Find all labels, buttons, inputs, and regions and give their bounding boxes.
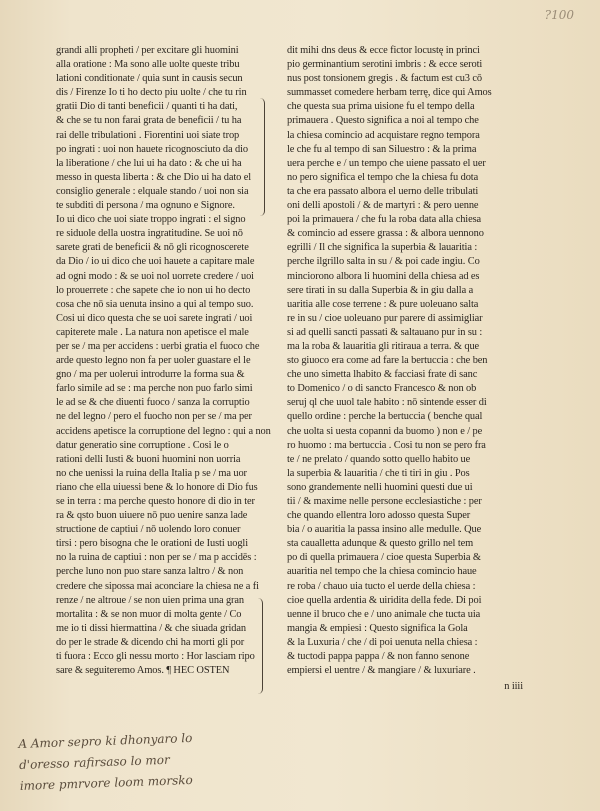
text-line: mortalita : & se non muor di molta gente / Co (56, 608, 242, 620)
text-line: grandi alli propheti / per excitare gli huomini (56, 45, 239, 56)
text-line: capiterete male . La natura non apetisce el male (56, 326, 249, 338)
text-line: sto giuoco era come ad fare la bertuccia : che ben (287, 355, 488, 367)
text-line: do per le strade & dicendo chi ha morti gli por (56, 636, 245, 648)
text-line: la chiesa comincio ad acquistare regno tempora (287, 129, 480, 141)
margin-bracket-lower (258, 598, 263, 694)
text-line: cioe quella ardentia & uiridita della fede. Di poi (287, 594, 482, 606)
text-line: dis / Firenze Io ti ho decto piu uolte / che tu rin (56, 87, 247, 99)
text-line: Io ui dico che uoi siate troppo ingrati : el signo (56, 214, 246, 226)
handwritten-marginal-note (18, 728, 194, 797)
text-line: lo prouerrete : che sapete che io non ui ho decto (56, 284, 251, 296)
text-line: empiersi el uentre / & mangiare / & luxuriare . (287, 665, 476, 677)
text-line: nus post tonsionem gregis . & factum est cu3 cō (287, 73, 483, 85)
handwritten-line: imore pmrvore loom morsko (19, 772, 193, 793)
text-line: te subditi di persona / ma ognuno e Signore. (56, 200, 235, 212)
text-line: ne del legno / pero el fuocho non per se / ma per (56, 411, 252, 423)
text-line: pio germinantium serotini imbris : & ecce seroti (287, 59, 483, 71)
text-line: primauera . Questo significa a noi al tempo che (287, 115, 479, 127)
text-line: perche ilgrillo salta in su / & poi cade ingiu. Co (287, 256, 480, 268)
text-line: che quando ellentra loro adosso questa Super (287, 510, 471, 522)
text-line: ta che era passato albora el uerno delle tribulati (287, 185, 479, 197)
text-line: to Domenico / o di sancto Francesco & non ob (287, 383, 477, 395)
text-line: re siduole della uostra ingratitudine. Se uoi nō (56, 228, 243, 240)
text-line: quello ordine : perche la bertuccia ( benche qual (287, 411, 483, 423)
text-line: re roba / chauo uia tucto el uerde della chiesa : (287, 580, 476, 592)
text-line: gno / ma per uolerui introdurre la forma sua & (56, 369, 245, 381)
text-line: ro huomo : ma bertuccia . Cosi tu non se pero fra (287, 439, 486, 451)
text-line: uenne il bruco che e / uno animale che tucta uia (287, 608, 481, 620)
text-line: che questa sua prima uisione fu el tempo della (287, 101, 475, 113)
text-line: perche luno non puo stare sanza laltro / & non (56, 566, 244, 578)
text-line: & comincio ad essere grassa : & albora uennono (287, 228, 484, 240)
margin-bracket-upper (260, 98, 265, 216)
text-line: & tuctodi pappa pappa / & non fanno senone (287, 651, 470, 663)
text-line: la superbia & lauaritia / che ti tiri in giu . Pos (287, 467, 470, 479)
text-line: sare & seguiteremo Amos. ¶ HEC OSTEN (56, 665, 230, 677)
text-line: po ingrati : uoi non hauete ricognosciuto da dio (56, 143, 249, 155)
text-line: le ad se & che diuenti fuoco / sanza la corruptio (56, 397, 250, 409)
text-line: egrilli / Il che significa la superbia & lauaritia : (287, 242, 478, 254)
text-line: poi la primauera / che fu la roba data alla chiesa (287, 214, 482, 226)
text-line: sono grandemente nelli huomini questi due ui (287, 481, 473, 493)
text-line: te / ne prelato / quando sotto quello habito ue (287, 453, 471, 465)
text-line: structione de captiui / nō uolendo loro conuer (56, 524, 241, 536)
text-line: seruj ql che uuol tale habito : nō sintende esser di (287, 397, 487, 409)
left-text-column (56, 44, 271, 678)
text-line: rationi delli Iusti & buoni huomini non uorria (56, 453, 241, 465)
text-line: se in terra : ma perche questo honore di dio in ter (56, 496, 255, 507)
text-line: lationi conditionate / quia sunt in causis secun (56, 73, 243, 85)
text-line: summasset comedere herbam terrę, dice qui Amos (287, 87, 492, 99)
text-line: uaritia alle cose terrene : & pure uoleuano salta (287, 298, 479, 310)
text-line: dit mihi dns deus & ecce fictor locustę in princi (287, 45, 480, 56)
text-line: minciorono albora li huomini della chiesa ad es (287, 270, 480, 282)
text-line: consiglio generale : elquale stando / uoi non sia (56, 185, 249, 197)
text-line: sta caualletta adunque & questo grillo nel tem (287, 538, 474, 550)
right-text-column (287, 44, 537, 694)
text-line: rai delle tribulationi . Fiorentini uoi siate trop (56, 129, 240, 141)
text-line: Cosi ui dico questa che se uoi sarete ingrati / uoi (56, 312, 253, 324)
text-line: ra & qsto buon uiuere nō puo uenire sanza lade (56, 510, 248, 522)
text-line: che uolta si uesta copanni da buomo ) non e / pe (287, 425, 483, 437)
text-line: credere che sipossa mai aconciare la chiesa ne a fi (56, 580, 259, 592)
text-line: & la Luxuria / che / di poi uenuta nella chiesa : (287, 636, 478, 648)
text-line: per se / ma per accidens : uerbi gratia el fuoco che (56, 340, 260, 352)
text-line: ti fuora : Ecco gli nessu morto : Hor lasciam ripo (56, 651, 255, 663)
text-line: datur generatio sine corruptione . Cosi le o (56, 439, 229, 451)
text-line: le che fu al tempo di san Siluestro : & la prima (287, 143, 477, 155)
signature-mark: n iiii (504, 681, 523, 693)
text-line: me io ti dissi hiermattina / & che siuada gridan (56, 622, 246, 634)
text-line: tirsi : pero bisogna che le orationi de Iusti uogli (56, 538, 248, 550)
text-line: ma la roba & lauaritia gli ritiraua a terra. & que (287, 340, 480, 352)
text-line: sarete grati de beneficii & nō gli ricognoscerete (56, 242, 249, 254)
text-line: la liberatione / che lui ui ha dato : & che ui ha (56, 157, 242, 169)
text-line: auaritia nel tempo che la chiesa comincio haue (287, 566, 477, 578)
text-line: no la ruina de captiui : non per se / ma p accidēs : (56, 552, 257, 564)
text-line: gratii Dio di tanti beneficii / quanti ti ha dati, (56, 101, 238, 113)
text-line: no pero significa el tempo che la chiesa fu dota (287, 171, 479, 183)
text-line: renze / ne altroue / se non uien prima una gran (56, 594, 245, 606)
handwritten-line: d'oresso rafirsaso lo mor (18, 752, 170, 772)
text-line: cosa che nō sia uenuta insino a qui al tempo suo. (56, 298, 254, 310)
text-line: & che se tu non farai grata de beneficii / tu ha (56, 115, 242, 127)
text-line: po di quella primauera / cioe questa Superbia & (287, 552, 481, 564)
folio-number: ?100 (544, 8, 574, 22)
text-line: si ad quelli sancti passati & saltauano pur in su : (287, 326, 483, 338)
text-line: sere tirati in su dalla Superbia & in giu dalla a (287, 284, 474, 296)
text-line: ad ogni modo : & se uoi nol uorrete credere / uoi (56, 270, 254, 282)
handwritten-line: A Amor sepro ki dhonyaro lo (18, 730, 193, 751)
text-line: messo in questa liberta : & che Dio ui ha dato el (56, 171, 252, 183)
text-line: riano che ella uiuessi bene & lo honore di Dio fus (56, 481, 258, 493)
text-line: uera perche e / un tempo che uiene passato el uer (287, 157, 486, 169)
text-line: mangia & empiesi : Questo significa la Gola (287, 622, 468, 634)
text-line: da Dio / io ui dico che uoi hauete a capitare male (56, 256, 255, 268)
text-line: alla oratione : Ma sono alle uolte queste tribu (56, 59, 240, 71)
text-line: tii / & maxime nelle persone ecclesiastiche : per (287, 496, 482, 507)
text-line: farlo simile ad se : ma perche non puo farlo simi (56, 383, 253, 395)
text-line: che uno simetta lhabito & facciasi frate di sanc (287, 369, 478, 381)
text-line: accidens apetisce la corruptione del legno : qui a non (56, 425, 271, 437)
text-line: arde questo legno non fa per uoler guastare el le (56, 355, 251, 367)
text-line: oni delli apostoli / & de martyri : & pero uenne (287, 200, 479, 212)
text-line: bia / o auaritia la passa insino alle medulle. Que (287, 524, 482, 536)
text-line: no che uenissi la ruina della Italia p se / ma uor (56, 467, 247, 479)
text-line: re in su / cioe uoleuano pur parere di assimigliar (287, 312, 483, 324)
